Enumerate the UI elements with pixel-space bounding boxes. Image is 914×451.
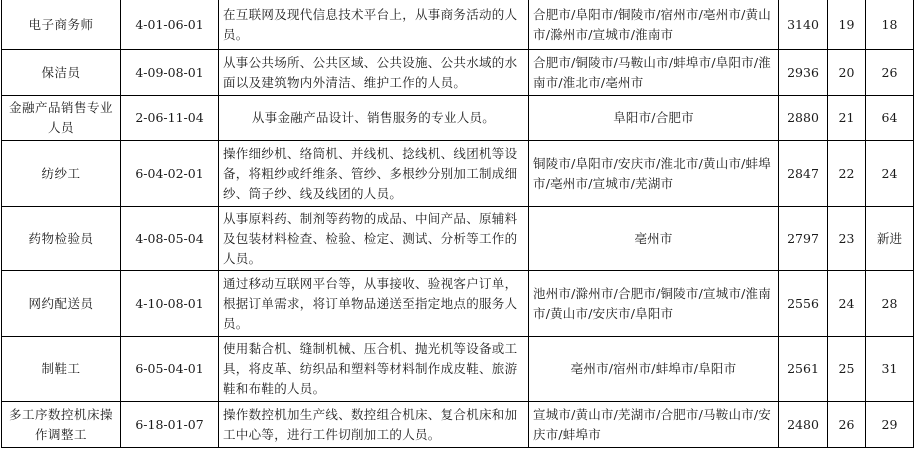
demand-count: 2936	[779, 50, 828, 96]
demand-count: 2480	[779, 402, 828, 448]
previous-rank: 29	[866, 402, 914, 448]
occupation-code: 4-01-06-01	[121, 0, 219, 50]
demand-count: 3140	[779, 0, 828, 50]
demand-count: 2561	[779, 337, 828, 402]
demand-cities: 铜陵市/阜阳市/安庆市/淮北市/黄山市/蚌埠市/亳州市/宣城市/芜湖市	[529, 141, 779, 207]
table-row	[2, 337, 914, 402]
table-row	[2, 0, 914, 50]
demand-cities: 亳州市/宿州市/蚌埠市/阜阳市	[529, 337, 779, 402]
occupation-description: 在互联网及现代信息技术平台上，从事商务活动的人员。	[219, 0, 529, 50]
occupation-name: 电子商务师	[2, 0, 121, 50]
occupation-code: 4-10-08-01	[121, 271, 219, 337]
occupation-code: 4-08-05-04	[121, 207, 219, 271]
table-row	[2, 207, 914, 271]
table-row	[2, 50, 914, 96]
previous-rank: 24	[866, 141, 914, 207]
occupation-name: 多工序数控机床操作调整工	[2, 402, 121, 448]
current-rank: 23	[828, 207, 866, 271]
occupation-description: 操作细纱机、络筒机、并线机、捻线机、线团机等设备，将粗纱或纤维条、管纱、多根纱分别加工制成细纱、筒子纱、线及线团的人员。	[219, 141, 529, 207]
occupation-code: 4-09-08-01	[121, 50, 219, 96]
previous-rank: 64	[866, 96, 914, 141]
occupation-name: 纺纱工	[2, 141, 121, 207]
occupation-description: 使用黏合机、缝制机械、压合机、抛光机等设备或工具，将皮革、纺织品和塑料等材料制作成皮鞋、旅游鞋和布鞋的人员。	[219, 337, 529, 402]
demand-count: 2880	[779, 96, 828, 141]
occupation-description: 从事原料药、制剂等药物的成品、中间产品、原辅料及包装材料检查、检验、检定、测试、分析等工作的人员。	[219, 207, 529, 271]
occupation-description: 从事公共场所、公共区域、公共设施、公共水域的水面以及建筑物内外清洁、维护工作的人员。	[219, 50, 529, 96]
occupation-name: 制鞋工	[2, 337, 121, 402]
occupation-table	[1, 0, 914, 448]
occupation-description: 操作数控机加生产线、数控组合机床、复合机床和加工中心等，进行工件切削加工的人员。	[219, 402, 529, 448]
demand-cities: 阜阳市/合肥市	[529, 96, 779, 141]
previous-rank: 26	[866, 50, 914, 96]
table-row	[2, 96, 914, 141]
current-rank: 25	[828, 337, 866, 402]
current-rank: 19	[828, 0, 866, 50]
occupation-name: 药物检验员	[2, 207, 121, 271]
demand-count: 2797	[779, 207, 828, 271]
current-rank: 21	[828, 96, 866, 141]
current-rank: 26	[828, 402, 866, 448]
demand-cities: 合肥市/铜陵市/马鞍山市/蚌埠市/阜阳市/淮南市/淮北市/亳州市	[529, 50, 779, 96]
previous-rank: 新进	[866, 207, 914, 271]
occupation-description: 通过移动互联网平台等，从事接收、验视客户订单，根据订单需求，将订单物品递送至指定地点的服务人员。	[219, 271, 529, 337]
occupation-code: 6-04-02-01	[121, 141, 219, 207]
table-row	[2, 402, 914, 448]
table-row	[2, 141, 914, 207]
current-rank: 24	[828, 271, 866, 337]
occupation-code: 6-05-04-01	[121, 337, 219, 402]
occupation-name: 网约配送员	[2, 271, 121, 337]
demand-count: 2847	[779, 141, 828, 207]
previous-rank: 28	[866, 271, 914, 337]
demand-cities: 亳州市	[529, 207, 779, 271]
occupation-name: 金融产品销售专业人员	[2, 96, 121, 141]
demand-cities: 合肥市/阜阳市/铜陵市/宿州市/亳州市/黄山市/滁州市/宣城市/淮南市	[529, 0, 779, 50]
occupation-code: 6-18-01-07	[121, 402, 219, 448]
occupation-description: 从事金融产品设计、销售服务的专业人员。	[219, 96, 529, 141]
demand-cities: 池州市/滁州市/合肥市/铜陵市/宣城市/淮南市/黄山市/安庆市/阜阳市	[529, 271, 779, 337]
table-body	[2, 0, 914, 448]
current-rank: 22	[828, 141, 866, 207]
previous-rank: 31	[866, 337, 914, 402]
previous-rank: 18	[866, 0, 914, 50]
table-row	[2, 271, 914, 337]
occupation-code: 2-06-11-04	[121, 96, 219, 141]
demand-count: 2556	[779, 271, 828, 337]
demand-cities: 宣城市/黄山市/芜湖市/合肥市/马鞍山市/安庆市/蚌埠市	[529, 402, 779, 448]
current-rank: 20	[828, 50, 866, 96]
occupation-name: 保洁员	[2, 50, 121, 96]
